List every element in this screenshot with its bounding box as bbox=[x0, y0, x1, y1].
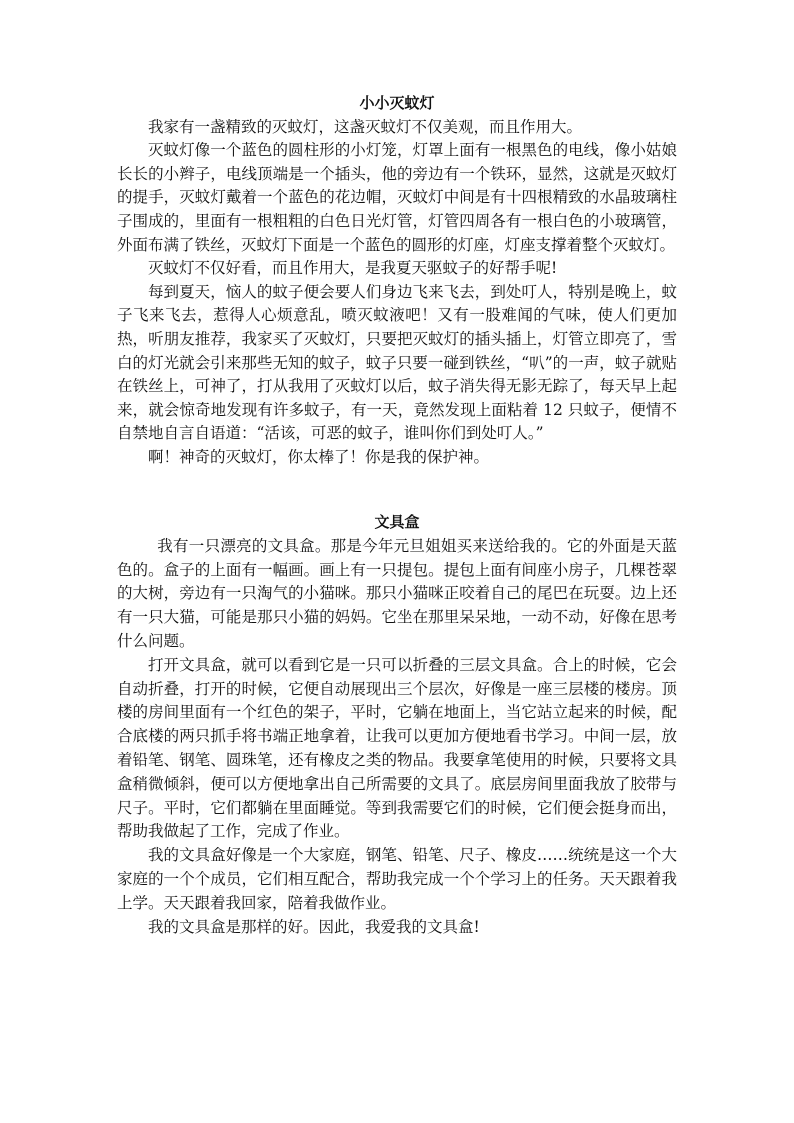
essay-paragraph: 我家有一盏精致的灭蚊灯，这盏灭蚊灯不仅美观，而且作用大。 bbox=[148, 117, 583, 136]
essay-paragraph: 灭蚊灯像一个蓝色的圆柱形的小灯笼，灯罩上面有一根黑色的电线，像小姑娘长长的小辫子，电线顶端是一个插头，他的旁边有一个铁环，显然，这就是灭蚊灯的提手，灭蚊灯戴着一个蓝色的花边帽，灭蚊灯中间是有十四根精致的水晶玻璃柱子围成的，里面有一根粗粗的白色日光灯管，灯管四周各有一根白色的小玻璃管，外面布满了铁丝，灭蚊灯下面是一个蓝色的圆形的灯座，灯座支撑着整个灭蚊灯。 bbox=[117, 141, 677, 254]
essay-paragraph: 我有一只漂亮的文具盒。那是今年元旦姐姐买来送给我的。它的外面是天蓝色的。盒子的上面有一幅画。画上有一只提包。提包上面有间座小房子，几棵苍翠的大树，旁边有一只淘气的小猫咪。那只小猫咪正咬着自己的尾巴在玩耍。边上还有一只大猫，可能是那只小猫的妈妈。它坐在那里呆呆地，一动不动，好像在思考什么问题。 bbox=[117, 536, 677, 650]
essay-paragraph: 每到夏天，恼人的蚊子便会要人们身边飞来飞去，到处叮人，特别是晚上，蚊子飞来飞去，惹得人心烦意乱，喷灭蚊液吧！又有一股难闻的气味，使人们更加热，听朋友推荐，我家买了灭蚊灯，只要把灭蚊灯的插头插上，灯管立即亮了，雪白的灯光就会引来那些无知的蚊子，蚊子只要一碰到铁丝，“叭”的一声，蚊子就贴在铁丝上，可神了，打从我用了灭蚊灯以后，蚊子消失得无影无踪了，每天早上起来，就会惊奇地发现有许多蚊子，有一天，竟然发现上面粘着 12 只蚊子，便情不自禁地自言自语道：“活该，可恶的蚊子，谁叫你们到处叮人。” bbox=[117, 282, 677, 443]
essay-paragraph: 灭蚊灯不仅好看，而且作用大，是我夏天驱蚊子的好帮手呢! bbox=[148, 259, 558, 278]
essay-mosquito-lamp bbox=[117, 92, 677, 470]
essay-paragraph: 我的文具盒是那样的好。因此，我爱我的文具盒! bbox=[148, 917, 480, 936]
essay-title: 文具盒 bbox=[374, 513, 420, 531]
essay-title: 小小灭蚊灯 bbox=[359, 94, 435, 112]
essay-paragraph: 啊！神奇的灭蚊灯，你太棒了！你是我的保护神。 bbox=[148, 447, 490, 466]
essay-paragraph: 我的文具盒好像是一个大家庭，钢笔、铅笔、尺子、橡皮……统统是这一个大家庭的一个个成员，它们相互配合，帮助我完成一个个学习上的任务。天天跟着我上学。天天跟着我回家，陪着我做作业。 bbox=[117, 846, 677, 912]
essay-pencil-box bbox=[117, 511, 677, 939]
essay-paragraph: 打开文具盒，就可以看到它是一只可以折叠的三层文具盒。合上的时候，它会自动折叠，打开的时候，它便自动展现出三个层次，好像是一座三层楼的楼房。顶楼的房间里面有一个红色的架子，平时，它躺在地面上，当它站立起来的时候，配合底楼的两只抓手将书端正地拿着，让我可以更加方便地看书学习。中间一层，放着铅笔、钢笔、圆珠笔，还有橡皮之类的物品。我要拿笔使用的时候，只要将文具盒稍微倾斜，便可以方便地拿出自己所需要的文具了。底层房间里面我放了胶带与尺子。平时，它们都躺在里面睡觉。等到我需要它们的时候，它们便会挺身而出，帮助我做起了工作，完成了作业。 bbox=[117, 655, 677, 841]
